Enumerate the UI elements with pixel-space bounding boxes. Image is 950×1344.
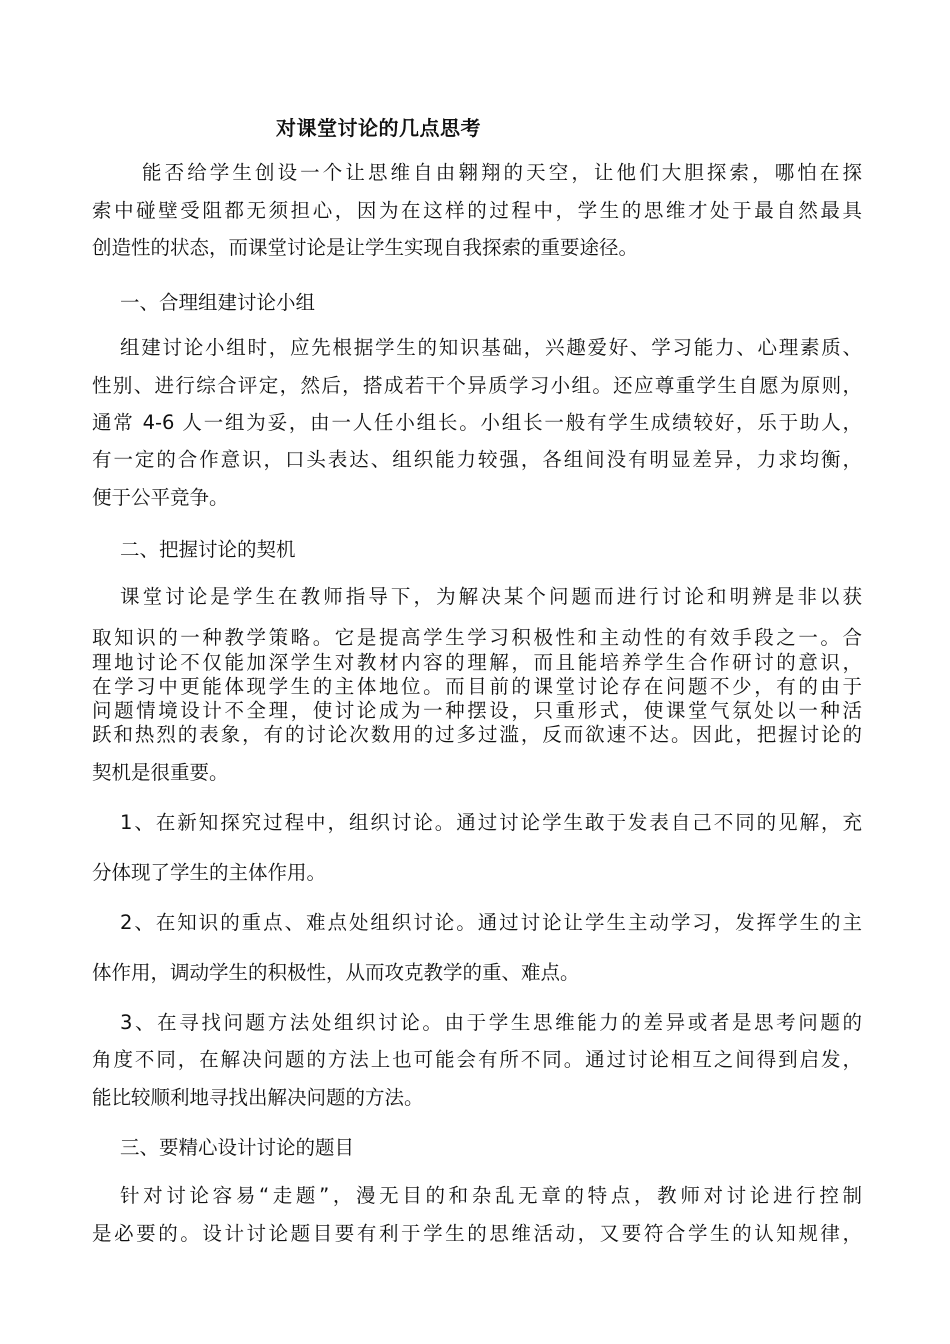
paragraph-line: 取知识的一种教学策略。它是提高学生学习积极性和主动性的有效手段之一。合 <box>92 626 862 649</box>
paragraph-line: 性别、进行综合评定，然后，搭成若干个异质学习小组。还应尊重学生自愿为原则， <box>92 374 862 397</box>
list-item-line: 分体现了学生的主体作用。 <box>92 861 327 884</box>
paragraph-line: 是必要的。设计讨论题目要有利于学生的思维活动，又要符合学生的认知规律， <box>92 1222 862 1245</box>
paragraph-line: 有一定的合作意识，口头表达、组织能力较强，各组间没有明显差异，力求均衡， <box>92 448 862 471</box>
section-heading: 二、把握讨论的契机 <box>120 538 296 561</box>
paragraph-line: 索中碰壁受阻都无须担心，因为在这样的过程中，学生的思维才处于最自然最具 <box>92 199 862 222</box>
list-item-line: 1、在新知探究过程中，组织讨论。通过讨论学生敢于发表自己不同的见解，充 <box>120 811 862 834</box>
list-item-line: 体作用，调动学生的积极性，从而攻克教学的重、难点。 <box>92 961 580 984</box>
paragraph-line: 跃和热烈的表象，有的讨论次数用的过多过滥，反而欲速不达。因此，把握讨论的 <box>92 723 862 746</box>
paragraph-line: 能否给学生创设一个让思维自由翱翔的天空，让他们大胆探索，哪怕在探 <box>142 161 862 184</box>
list-item-line: 3、在寻找问题方法处组织讨论。由于学生思维能力的差异或者是思考问题的 <box>120 1011 862 1034</box>
paragraph-line: 便于公平竞争。 <box>92 486 229 509</box>
paragraph-line: 问题情境设计不全理，使讨论成为一种摆设，只重形式，使课堂气氛处以一种活 <box>92 699 862 722</box>
document-title: 对课堂讨论的几点思考 <box>276 116 481 140</box>
list-item-line: 能比较顺利地寻找出解决问题的方法。 <box>92 1086 424 1109</box>
paragraph-line: 在学习中更能体现学生的主体地位。而目前的课堂讨论存在问题不少，有的由于 <box>92 675 862 698</box>
paragraph-line: 通常 4-6 人一组为妥，由一人任小组长。小组长一般有学生成绩较好，乐于助人， <box>92 411 862 434</box>
paragraph-line: 课堂讨论是学生在教师指导下，为解决某个问题而进行讨论和明辨是非以获 <box>120 585 862 608</box>
section-heading: 一、合理组建讨论小组 <box>120 291 316 314</box>
paragraph-line: 针对讨论容易“走题”，漫无目的和杂乱无章的特点，教师对讨论进行控制 <box>120 1184 862 1207</box>
paragraph-line: 理地讨论不仅能加深学生对教材内容的理解，而且能培养学生合作研讨的意识， <box>92 651 862 674</box>
paragraph-line: 契机是很重要。 <box>92 761 229 784</box>
list-item-line: 2、在知识的重点、难点处组织讨论。通过讨论让学生主动学习，发挥学生的主 <box>120 911 862 934</box>
list-item-line: 角度不同，在解决问题的方法上也可能会有所不同。通过讨论相互之间得到启发， <box>92 1048 862 1071</box>
section-heading: 三、要精心设计讨论的题目 <box>120 1136 355 1159</box>
paragraph-line: 组建讨论小组时，应先根据学生的知识基础，兴趣爱好、学习能力、心理素质、 <box>120 336 862 359</box>
paragraph-line: 创造性的状态，而课堂讨论是让学生实现自我探索的重要途径。 <box>92 236 639 259</box>
